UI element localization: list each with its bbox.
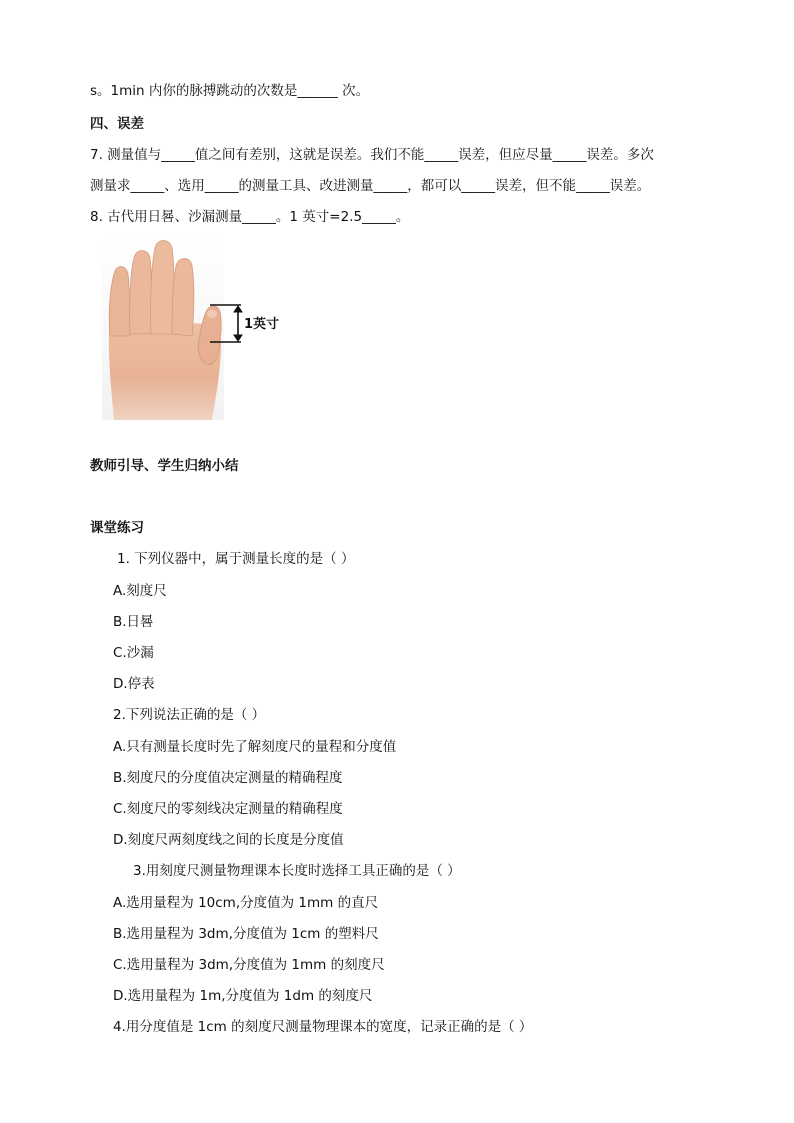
question-2-stem: 2.下列说法正确的是（ ）	[113, 707, 266, 723]
question-1-stem: 1. 下列仪器中，属于测量长度的是（ ）	[117, 551, 355, 567]
question-4-stem: 4.用分度值是 1cm 的刻度尺测量物理课本的宽度，记录正确的是（ ）	[113, 1019, 533, 1035]
question-8-line: 8. 古代用日晷、沙漏测量_____。1 英寸=2.5_____。	[90, 209, 410, 225]
summary-heading: 教师引导、学生归纳小结	[90, 458, 239, 474]
thumb-nail	[207, 310, 217, 318]
question-2-option-c: C.刻度尺的零刻线决定测量的精确程度	[113, 801, 343, 817]
hand-index-finger	[172, 259, 194, 337]
hand-ring-finger	[130, 251, 152, 335]
section-heading-error: 四、误差	[90, 116, 144, 132]
question-3-stem: 3.用刻度尺测量物理课本长度时选择工具正确的是（ ）	[133, 863, 461, 879]
question-1-option-c: C.沙漏	[113, 645, 154, 661]
inch-label: 1英寸	[244, 317, 280, 332]
question-3-option-b: B.选用量程为 3dm,分度值为 1cm 的塑料尺	[113, 926, 379, 942]
question-1-option-b: B.日晷	[113, 614, 154, 630]
practice-heading: 课堂练习	[90, 520, 144, 536]
question-2-option-a: A.只有测量长度时先了解刻度尺的量程和分度值	[113, 739, 397, 755]
question-2-option-d: D.刻度尺两刻度线之间的长度是分度值	[113, 832, 344, 848]
question-3-option-c: C.选用量程为 3dm,分度值为 1mm 的刻度尺	[113, 957, 385, 973]
question-1-option-d: D.停表	[113, 676, 155, 692]
pulse-question-line: s。1min 内你的脉搏跳动的次数是______ 次。	[90, 83, 370, 99]
question-7-line-1: 7. 测量值与_____值之间有差别，这就是误差。我们不能_____误差，但应尽量_____误差。多次	[90, 147, 654, 163]
question-3-option-d: D.选用量程为 1m,分度值为 1dm 的刻度尺	[113, 988, 373, 1004]
hand-inch-figure	[100, 236, 280, 422]
question-3-option-a: A.选用量程为 10cm,分度值为 1mm 的直尺	[113, 895, 379, 911]
question-1-option-a: A.刻度尺	[113, 583, 167, 599]
question-7-line-2: 测量求_____、选用_____的测量工具、改进测量_____，都可以_____误差，但不能_____误差。	[90, 178, 651, 194]
hand-middle-finger	[151, 241, 174, 335]
question-2-option-b: B.刻度尺的分度值决定测量的精确程度	[113, 770, 343, 786]
